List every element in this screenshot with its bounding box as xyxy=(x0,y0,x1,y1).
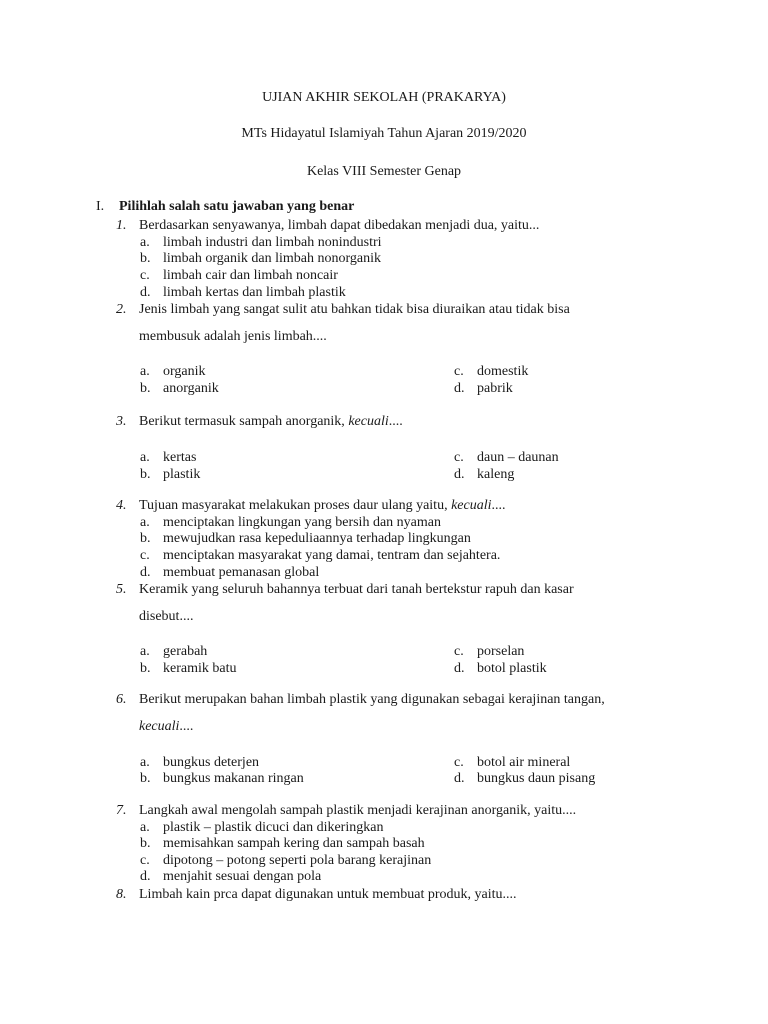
option-letter: b. xyxy=(140,467,151,482)
option-text: menciptakan masyarakat yang damai, tentram dan sejahtera. xyxy=(163,548,501,563)
question-suffix: .... xyxy=(179,719,194,734)
question-number: 6. xyxy=(116,692,127,707)
class-info: Kelas VIII Semester Genap xyxy=(306,164,462,179)
option-letter: c. xyxy=(454,364,464,379)
option-text: limbah kertas dan limbah plastik xyxy=(163,285,346,300)
option-text: domestik xyxy=(477,364,529,379)
question-text xyxy=(139,498,506,514)
option-text: pabrik xyxy=(477,381,513,396)
question-number: 8. xyxy=(116,887,127,902)
option-text: botol air mineral xyxy=(477,755,571,770)
question-text-continued: disebut.... xyxy=(139,609,194,624)
option-letter: a. xyxy=(140,364,150,379)
option-text: menjahit sesuai dengan pola xyxy=(163,869,322,884)
option-text: memisahkan sampah kering dan sampah basah xyxy=(163,836,425,851)
option-text: bungkus makanan ringan xyxy=(163,771,304,786)
option-letter: d. xyxy=(454,771,465,786)
question-text xyxy=(139,414,403,430)
option-text: kertas xyxy=(163,450,197,465)
option-text: bungkus daun pisang xyxy=(477,771,596,786)
option-letter: d. xyxy=(454,661,465,676)
option-text: dipotong – potong seperti pola barang kerajinan xyxy=(163,853,432,868)
question-number: 2. xyxy=(116,302,127,317)
option-text: plastik – plastik dicuci dan dikeringkan xyxy=(163,820,384,835)
option-text: mewujudkan rasa kepeduliaannya terhadap lingkungan xyxy=(163,531,471,546)
option-text: menciptakan lingkungan yang bersih dan nyaman xyxy=(163,515,441,530)
option-text: anorganik xyxy=(163,381,219,396)
question-emphasis: kecuali xyxy=(139,719,180,734)
option-text: limbah organik dan limbah nonorganik xyxy=(163,251,382,266)
section-number: I. xyxy=(96,199,105,214)
option-text: bungkus deterjen xyxy=(163,755,260,770)
option-letter: a. xyxy=(140,644,150,659)
question-suffix: .... xyxy=(388,414,403,429)
option-text: membuat pemanasan global xyxy=(163,565,320,580)
option-letter: a. xyxy=(140,755,150,770)
option-letter: c. xyxy=(454,755,464,770)
option-letter: c. xyxy=(140,268,150,283)
option-letter: b. xyxy=(140,836,151,851)
question-text: Jenis limbah yang sangat sulit atu bahkan tidak bisa diuraikan atau tidak bisa xyxy=(139,302,570,317)
option-letter: c. xyxy=(140,853,150,868)
question-emphasis: kecuali xyxy=(348,414,389,429)
option-letter: c. xyxy=(140,548,150,563)
option-letter: d. xyxy=(454,381,465,396)
option-letter: c. xyxy=(454,644,464,659)
option-letter: b. xyxy=(140,661,151,676)
question-text-main: Tujuan masyarakat melakukan proses daur ulang yaitu, xyxy=(139,498,452,513)
question-text-main: Berikut termasuk sampah anorganik, xyxy=(139,414,349,429)
option-letter: b. xyxy=(140,531,151,546)
school-name: MTs Hidayatul Islamiyah Tahun Ajaran 2019/2020 xyxy=(241,126,527,141)
option-text: keramik batu xyxy=(163,661,237,676)
option-text: kaleng xyxy=(477,467,515,482)
question-text: Berdasarkan senyawanya, limbah dapat dibedakan menjadi dua, yaitu... xyxy=(139,218,540,233)
option-letter: d. xyxy=(140,869,151,884)
option-letter: d. xyxy=(140,285,151,300)
option-text: porselan xyxy=(477,644,525,659)
question-number: 4. xyxy=(116,498,127,513)
option-text: botol plastik xyxy=(477,661,547,676)
option-text: gerabah xyxy=(163,644,208,659)
option-text: organik xyxy=(163,364,206,379)
question-text: Berikut merupakan bahan limbah plastik yang digunakan sebagai kerajinan tangan, xyxy=(139,692,605,707)
question-number: 1. xyxy=(116,218,127,233)
option-text: plastik xyxy=(163,467,201,482)
question-text: Keramik yang seluruh bahannya terbuat dari tanah bertekstur rapuh dan kasar xyxy=(139,582,574,597)
question-emphasis: kecuali xyxy=(451,498,492,513)
question-suffix: .... xyxy=(491,498,506,513)
option-text: daun – daunan xyxy=(477,450,559,465)
option-letter: b. xyxy=(140,251,151,266)
option-letter: d. xyxy=(140,565,151,580)
option-letter: a. xyxy=(140,450,150,465)
question-text-continued: membusuk adalah jenis limbah.... xyxy=(139,329,327,344)
question-number: 3. xyxy=(116,414,127,429)
option-text: limbah cair dan limbah noncair xyxy=(163,268,338,283)
option-letter: b. xyxy=(140,381,151,396)
option-letter: a. xyxy=(140,820,150,835)
question-text-continued xyxy=(139,719,193,735)
option-letter: b. xyxy=(140,771,151,786)
question-number: 5. xyxy=(116,582,127,597)
question-text: Limbah kain prca dapat digunakan untuk membuat produk, yaitu.... xyxy=(139,887,517,902)
section-instruction: Pilihlah salah satu jawaban yang benar xyxy=(119,199,355,214)
option-letter: a. xyxy=(140,515,150,530)
option-text: limbah industri dan limbah nonindustri xyxy=(163,235,382,250)
question-number: 7. xyxy=(116,803,127,818)
exam-title: UJIAN AKHIR SEKOLAH (PRAKARYA) xyxy=(262,90,506,105)
option-letter: c. xyxy=(454,450,464,465)
option-letter: d. xyxy=(454,467,465,482)
question-text: Langkah awal mengolah sampah plastik menjadi kerajinan anorganik, yaitu.... xyxy=(139,803,577,818)
option-letter: a. xyxy=(140,235,150,250)
